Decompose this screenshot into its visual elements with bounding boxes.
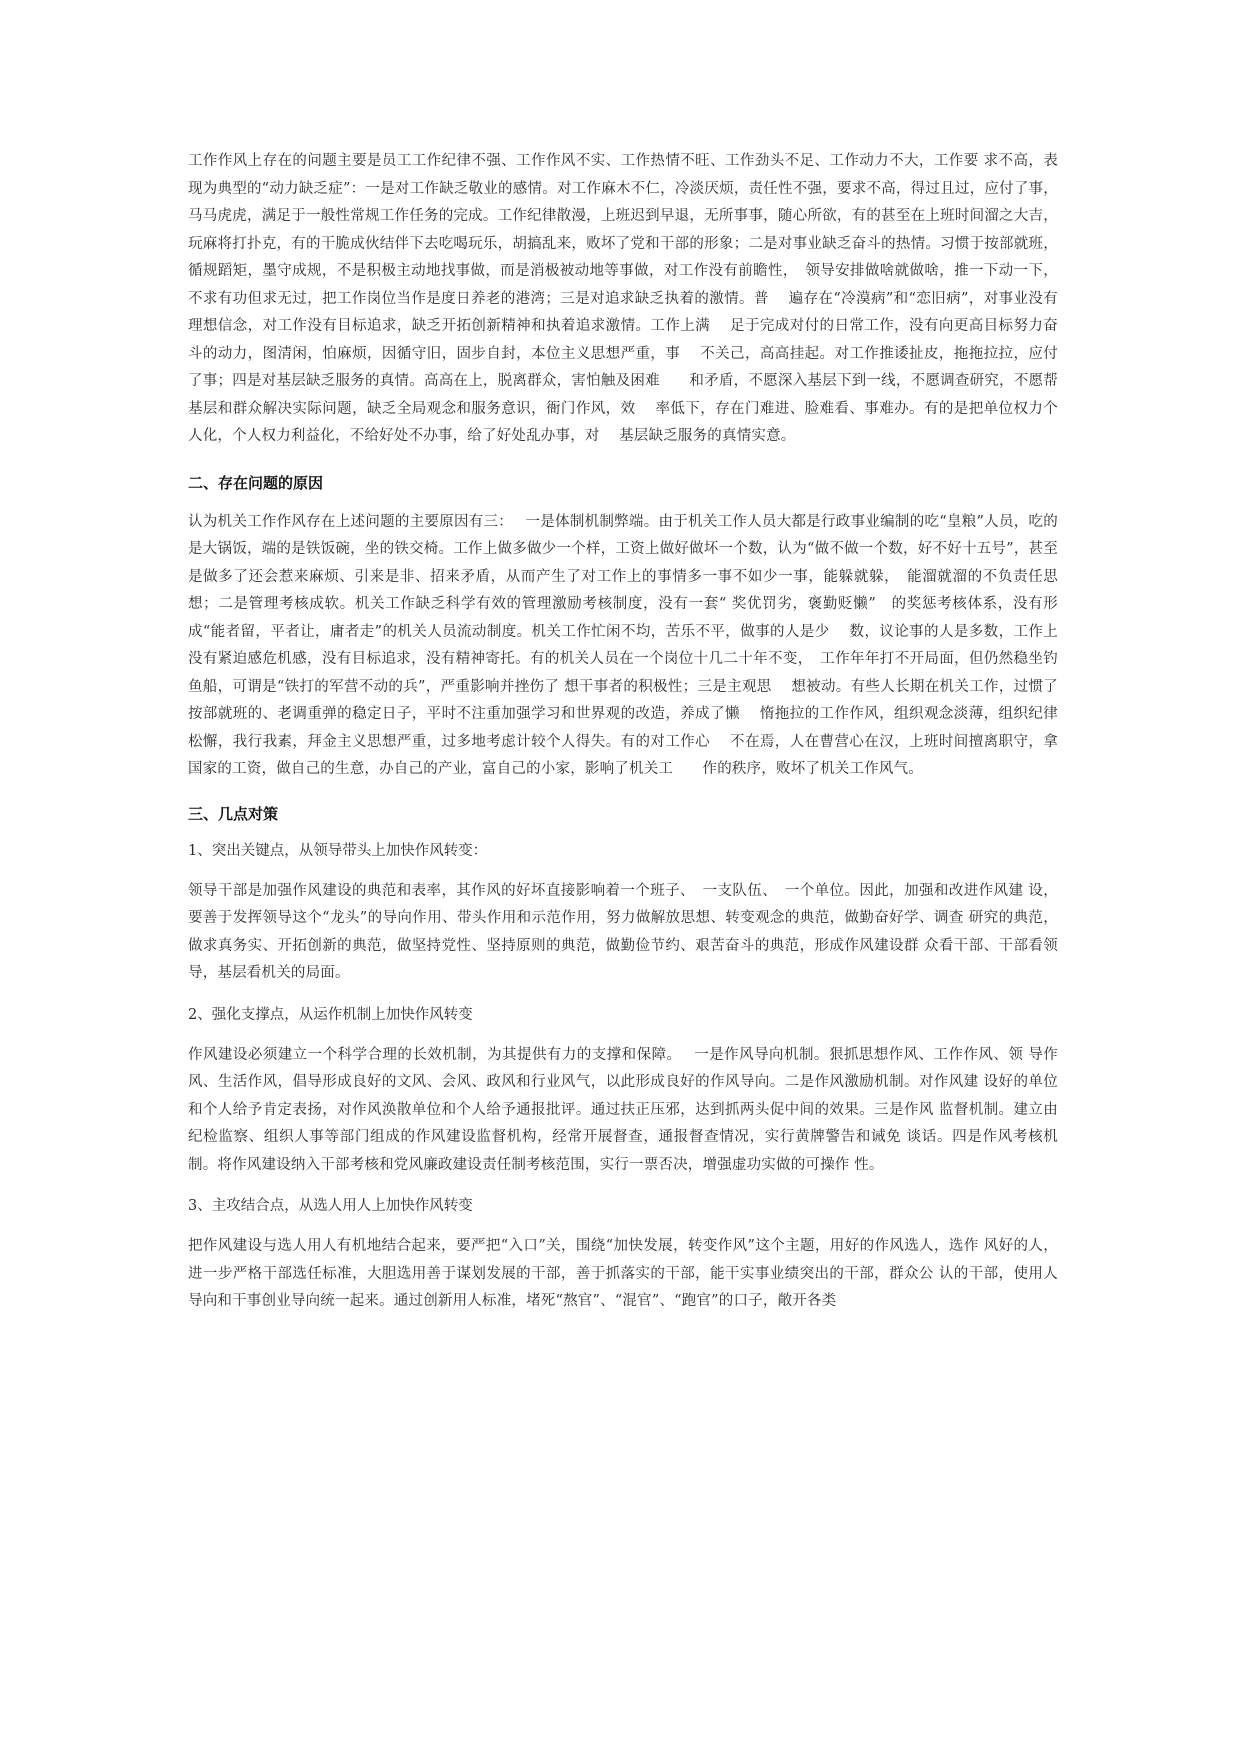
countermeasure-1-title: 1、突出关键点，从领导带头上加快作风转变： [188,842,488,859]
section-heading-countermeasures: 三、几点对策 [188,804,279,823]
document-page [188,148,1058,1316]
countermeasure-2-paragraph: 作风建设必须建立一个科学合理的长效机制，为其提供有力的支撑和保障。 一是作风导向机制。狠抓思想作风、工作作风、领 导作风、生活作风，倡导形成良好的文风、会风、政风和行业风气，以此形成良好的作风导向。二是作风激励机制。对作风建 设好的单位和个人给予肯定表扬，对作风涣散单位和个人给予通报批评。通过扶正压邪，达到抓两头促中间的效果。三是作风 监督机制。建立由纪检监察、组织人事等部门组成的作风建设监督机构，经常开展督查，通报督查情况，实行黄牌警告和诫免 谈话。四是作风考核机制。将作风建设纳入干部考核和党风廉政建设责任制考核范围，实行一票否决，增强虚功实做的可操作 性。 [188,1046,1058,1173]
countermeasure-3-title: 3、主攻结合点，从选人用人上加快作风转变 [188,1198,473,1214]
countermeasure-3-paragraph: 把作风建设与选人用人有机地结合起来，要严把“入口”关，围绕“加快发展，转变作风”这个主题，用好的作风选人，选作 风好的人，进一步严格干部选任标准，大胆选用善于谋划发展的干部，善于抓落实的干部，能干实事业绩突出的干部，群众公 认的干部，使用人导向和干事创业导向统一起来。通过创新用人标准，堵死“熬官”、“混官”、“跑官”的口子，敞开各类 [188,1238,1058,1309]
section-heading-causes: 二、存在问题的原因 [188,473,324,492]
countermeasure-2-title: 2、强化支撑点，从运作机制上加快作风转变 [188,1006,473,1023]
intro-paragraph: 工作作风上存在的问题主要是员工工作纪律不强、工作作风不实、工作热情不旺、工作劲头不足、工作动力不大，工作要 求不高，表现为典型的“动力缺乏症”：一是对工作缺乏敬业的感情。对工作麻木不仁，冷淡厌烦，责任性不强，要求不高，得过且过，应付了事，马马虎虎，满足于一般性常规工作任务的完成。工作纪律散漫，上班迟到早退，无所事事，随心所欲，有的甚至在上班时间溜之大吉，玩麻将打扑克，有的干脆成伙结伴下去吃喝玩乐，胡搞乱来，败坏了党和干部的形象；二是对事业缺乏奋斗的热情。习惯于按部就班，循规蹈矩，墨守成规，不是积极主动地找事做，而是消极被动地等事做，对工作没有前瞻性， 领导安排做啥就做啥，推一下动一下，不求有功但求无过，把工作岗位当作是度日养老的港湾；三是对追求缺乏执着的激情。普 遍存在“冷漠病”和“恋旧病”，对事业没有理想信念，对工作没有目标追求，缺乏开拓创新精神和执着追求激情。工作上满 足于完成对付的日常工作，没有向更高目标努力奋斗的动力，图清闲，怕麻烦，因循守旧，固步自封，本位主义思想严重，事 不关己，高高挂起。对工作推诿扯皮，拖拖拉拉，应付了事；四是对基层缺乏服务的真情。高高在上，脱离群众，害怕触及困难 和矛盾，不愿深入基层下到一线，不愿调查研究，不愿帮基层和群众解决实际问题，缺乏全局观念和服务意识，衙门作风，效 率低下，存在门难进、脸难看、事难办。有的是把单位权力个人化，个人权力利益化，不给好处不办事，给了好处乱办事，对 基层缺乏服务的真情实意。 [188,153,1058,444]
causes-paragraph: 认为机关工作作风存在上述问题的主要原因有三： 一是体制机制弊端。由于机关工作人员大都是行政事业编制的吃“皇粮”人员，吃的是大锅饭，端的是铁饭碗，坐的铁交椅。工作上做多做少一个样，工资上做好做坏一个数，认为“做不做一个数，好不好十五号”，甚至是做多了还会惹来麻烦、引来是非、招来矛盾，从而产生了对工作上的事情多一事不如少一事，能躲就躲， 能溜就溜的不负责任思想；二是管理考核成软。机关工作缺乏科学有效的管理激励考核制度，没有一套“ 奖优罚劣，褒勤贬懒” 的奖惩考核体系，没有形成“能者留，平者让，庸者走”的机关人员流动制度。机关工作忙闲不均，苦乐不平，做事的人是少 数，议论事的人是多数，工作上没有紧迫感危机感，没有目标追求，没有精神寄托。有的机关人员在一个岗位十几二十年不变， 工作年年打不开局面，但仍然稳坐钓鱼船，可谓是“铁打的军营不动的兵”，严重影响并挫伤了 想干事者的积极性；三是主观思 想被动。有些人长期在机关工作，过惯了按部就班的、老调重弹的稳定日子，平时不注重加强学习和世界观的改造，养成了懒 惰拖拉的工作作风，组织观念淡薄，组织纪律松懈，我行我素，拜金主义思想严重，过多地考虑计较个人得失。有的对工作心 不在焉，人在曹营心在汉，上班时间擅离职守，拿国家的工资，做自己的生意，办自己的产业，富自己的小家，影响了机关工 作的秩序，败坏了机关工作风气。 [188,513,1058,777]
countermeasure-1-paragraph: 领导干部是加强作风建设的典范和表率，其作风的好坏直接影响着一个班子、 一支队伍、 一个单位。因此，加强和改进作风建 设，要善于发挥领导这个“龙头”的导向作用、带头作用和示范作用，努力做解放思想、转变观念的典范，做勤奋好学、调查 研究的典范，做求真务实、开拓创新的典范，做坚持党性、坚持原则的典范，做勤俭节约、艰苦奋斗的典范，形成作风建设群 众看干部、干部看领导，基层看机关的局面。 [188,882,1058,981]
